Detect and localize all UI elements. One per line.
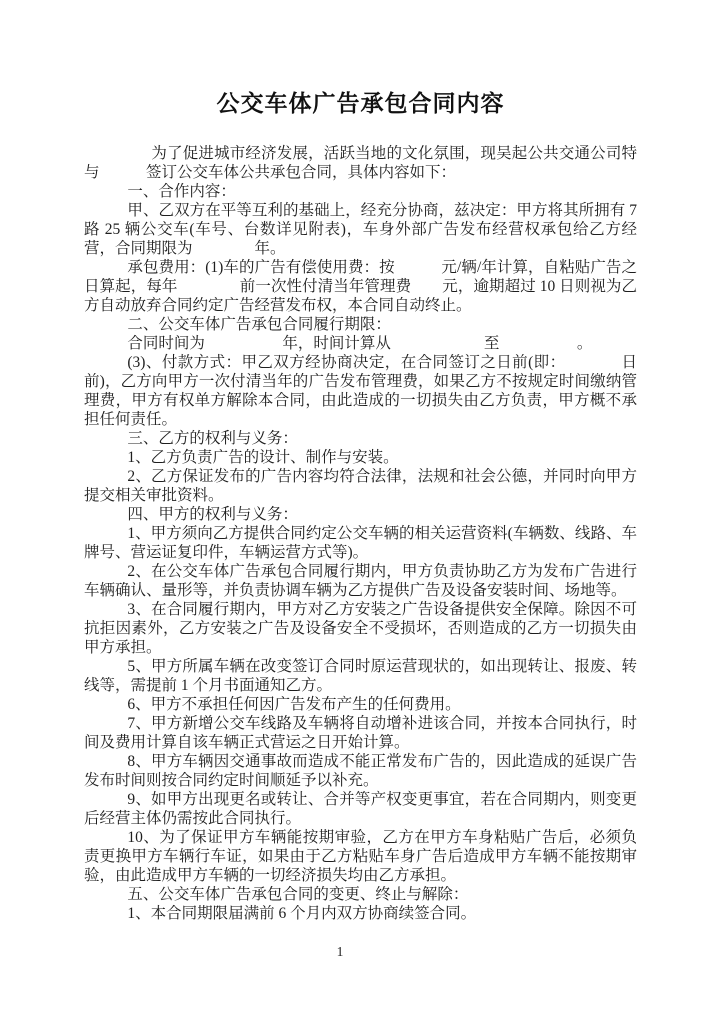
section-heading: 五、公交车体广告承包合同的变更、终止与解除： xyxy=(127,886,469,903)
paragraph: 6、甲方不承担任何因广告发布产生的任何费用。 xyxy=(127,696,461,713)
section-heading: 三、乙方的权利与义务： xyxy=(127,430,298,447)
paragraph: 9、如甲方出现更名或转让、合并等产权变更事宜，若在合同期内，则变更后经营主体仍需按此合同执行。 xyxy=(84,791,637,827)
document-body xyxy=(84,144,637,923)
paragraph: 7、甲方新增公交车线路及车辆将自动增补进该合同，并按本合同执行，时间及费用计算自该车辆正式营运之日开始计算。 xyxy=(84,715,637,751)
section-heading: 四、甲方的权利与义务： xyxy=(127,506,298,523)
section-heading: 二、公交车体广告承包合同履行期限： xyxy=(127,316,391,333)
paragraph: 2、乙方保证发布的广告内容均符合法律，法规和社会公德，并同时向甲方提交相关审批资料。 xyxy=(84,468,637,504)
paragraph: 甲、乙双方在平等互利的基础上，经充分协商，兹决定：甲方将其所拥有 7 路 25 辆公交车(车号、台数详见附表)，车身外部广告发布经营权承包给乙方经营，合同期限为 年。 xyxy=(84,202,637,257)
paragraph: 1、本合同期限届满前 6 个月内双方协商续签合同。 xyxy=(127,905,477,922)
document-content xyxy=(84,89,637,923)
section-heading: 一、合作内容： xyxy=(127,183,236,200)
paragraph: (3)、付款方式：甲乙双方经协商决定，在合同签订之日前(即： 日前)，乙方向甲方一次付清当年的广告发布管理费，如果乙方不按规定时间缴纳管理费，甲方有权单方解除本合同，由此造成的一切损失由乙方负责，甲方概不承担任何责任。 xyxy=(84,354,637,428)
paragraph: 承包费用：(1)车的广告有偿使用费：按 元/辆/年计算，自粘贴广告之日算起，每年 前一次性付清当年管理费 元，逾期超过 10 日则视为乙方自动放弃合同约定广告经营发布权，本合同自动终止。 xyxy=(84,259,637,314)
page-number: 1 xyxy=(336,944,344,959)
paragraph: 8、甲方车辆因交通事故而造成不能正常发布广告的，因此造成的延误广告发布时间则按合同约定时间顺延予以补充。 xyxy=(84,753,637,789)
intro-paragraph: 为了促进城市经济发展，活跃当地的文化氛围，现吴起公共交通公司特与 签订公交车体公共承包合同，具体内容如下： xyxy=(84,145,637,181)
paragraph: 2、在公交车体广告承包合同履行期内，甲方负责协助乙方为发布广告进行车辆确认、量形等，并负责协调车辆为乙方提供广告及设备安装时间、场地等。 xyxy=(84,563,637,599)
paragraph: 3、在合同履行期内，甲方对乙方安装之广告设备提供安全保障。除因不可抗拒因素外，乙方安装之广告及设备安全不受损坏，否则造成的乙方一切损失由甲方承担。 xyxy=(84,601,637,656)
paragraph: 10、为了保证甲方车辆能按期审验，乙方在甲方车身粘贴广告后，必须负责更换甲方车辆行车证，如果由于乙方粘贴车身广告后造成甲方车辆不能按期审验，由此造成甲方车辆的一切经济损失均由乙方承担。 xyxy=(84,829,637,884)
paragraph: 合同时间为 年，时间计算从 至 。 xyxy=(127,335,593,352)
paragraph: 1、甲方须向乙方提供合同约定公交车辆的相关运营资料(车辆数、线路、车牌号、营运证复印件，车辆运营方式等)。 xyxy=(84,525,637,561)
document-title: 公交车体广告承包合同内容 xyxy=(216,91,505,116)
paragraph: 1、乙方负责广告的设计、制作与安装。 xyxy=(127,449,399,466)
paragraph: 5、甲方所属车辆在改变签订合同时原运营现状的，如出现转让、报废、转线等，需提前 1 个月书面通知乙方。 xyxy=(84,658,637,694)
